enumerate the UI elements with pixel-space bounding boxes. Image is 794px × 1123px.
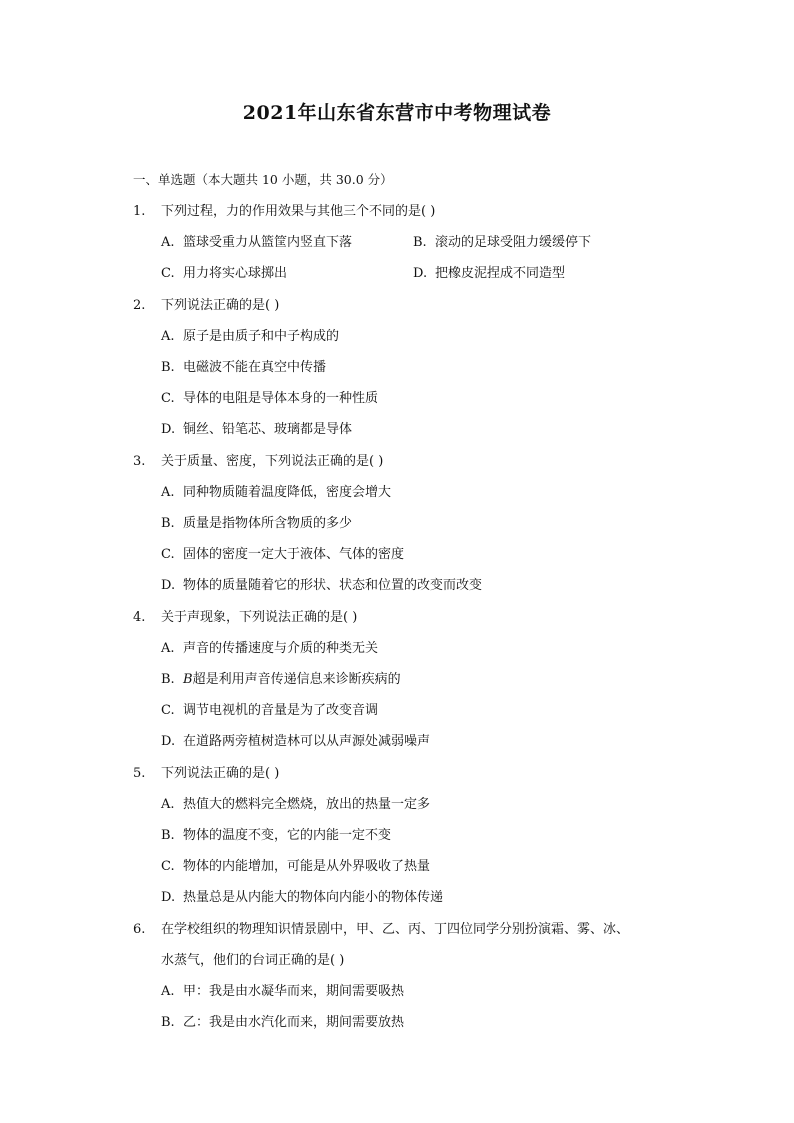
option-letter: D. xyxy=(161,734,176,749)
option-5b xyxy=(161,826,391,846)
option-letter: A. xyxy=(161,329,175,344)
question-stem: 下列说法正确的是( ) xyxy=(161,298,280,313)
option-letter: A. xyxy=(161,797,175,812)
question-number: 4. xyxy=(133,610,146,625)
option-2b xyxy=(161,358,326,378)
option-6b xyxy=(161,1013,404,1033)
option-letter: B. xyxy=(161,516,175,531)
option-2c xyxy=(161,389,378,409)
option-letter: C. xyxy=(161,391,175,406)
option-letter: D. xyxy=(161,578,176,593)
option-3c xyxy=(161,545,404,565)
question-stem: 在学校组织的物理知识情景剧中，甲、乙、丙、丁四位同学分别扮演霜、雾、冰、 xyxy=(161,922,630,937)
option-text: 物体的内能增加，可能是从外界吸收了热量 xyxy=(183,859,431,874)
option-1d xyxy=(413,264,565,284)
option-letter: B. xyxy=(161,828,175,843)
option-text: 篮球受重力从篮筐内竖直下落 xyxy=(183,235,353,250)
question-3 xyxy=(133,452,693,472)
question-5 xyxy=(133,764,693,784)
option-italic-prefix: B xyxy=(183,672,193,687)
question-stem: 关于质量、密度，下列说法正确的是( ) xyxy=(161,454,384,469)
option-letter: B. xyxy=(161,1015,175,1030)
question-stem: 下列说法正确的是( ) xyxy=(161,766,280,781)
question-number: 6. xyxy=(133,922,146,937)
option-letter: A. xyxy=(161,235,175,250)
option-text: 质量是指物体所含物质的多少 xyxy=(183,516,353,531)
question-4 xyxy=(133,608,693,628)
option-1b xyxy=(413,233,591,253)
option-letter: B. xyxy=(413,235,427,250)
option-text: 热量总是从内能大的物体向内能小的物体传递 xyxy=(183,890,444,905)
option-4d xyxy=(161,732,430,752)
option-4a xyxy=(161,639,378,659)
option-2a xyxy=(161,327,339,347)
option-text: 把橡皮泥捏成不同造型 xyxy=(435,266,566,281)
option-letter: A. xyxy=(161,485,175,500)
option-text: 导体的电阻是导体本身的一种性质 xyxy=(183,391,379,406)
option-text: 原子是由质子和中子构成的 xyxy=(183,329,340,344)
option-letter: C. xyxy=(161,859,175,874)
question-number: 1. xyxy=(133,204,146,219)
option-3d xyxy=(161,576,482,596)
option-text: 在道路两旁植树造林可以从声源处减弱噪声 xyxy=(183,734,431,749)
question-number: 3. xyxy=(133,454,146,469)
option-text: 同种物质随着温度降低，密度会增大 xyxy=(183,485,392,500)
question-number: 5. xyxy=(133,766,146,781)
question-stem: 关于声现象，下列说法正确的是( ) xyxy=(161,610,358,625)
option-text: 超是利用声音传递信息来诊断疾病的 xyxy=(192,672,401,687)
option-letter: A. xyxy=(161,984,175,999)
option-1a xyxy=(161,233,352,253)
question-1 xyxy=(133,202,693,222)
option-letter: D. xyxy=(161,422,176,437)
option-text: 热值大的燃料完全燃烧，放出的热量一定多 xyxy=(183,797,431,812)
option-2d xyxy=(161,420,352,440)
option-4c xyxy=(161,701,378,721)
option-letter: B. xyxy=(161,360,175,375)
option-text: 调节电视机的音量是为了改变音调 xyxy=(183,703,379,718)
option-5a xyxy=(161,795,430,815)
option-5d xyxy=(161,888,443,908)
question-stem: 下列过程，力的作用效果与其他三个不同的是( ) xyxy=(161,204,436,219)
option-text: 电磁波不能在真空中传播 xyxy=(183,360,327,375)
option-letter: B. xyxy=(161,672,175,687)
option-letter: C. xyxy=(161,547,175,562)
option-letter: D. xyxy=(161,890,176,905)
option-text: 乙：我是由水汽化而来，期间需要放热 xyxy=(183,1015,405,1030)
option-5c xyxy=(161,857,430,877)
option-1c xyxy=(161,264,287,284)
option-text: 物体的质量随着它的形状、状态和位置的改变而改变 xyxy=(183,578,483,593)
option-3a xyxy=(161,483,391,503)
option-4b xyxy=(161,670,401,690)
option-text: 铜丝、铅笔芯、玻璃都是导体 xyxy=(183,422,353,437)
option-letter: C. xyxy=(161,266,175,281)
question-number: 2. xyxy=(133,298,146,313)
option-3b xyxy=(161,514,352,534)
option-letter: A. xyxy=(161,641,175,656)
option-text: 声音的传播速度与介质的种类无关 xyxy=(183,641,379,656)
question-6-stem-continued: 水蒸气，他们的台词正确的是( ) xyxy=(161,953,345,968)
option-text: 用力将实心球掷出 xyxy=(183,266,288,281)
question-2 xyxy=(133,296,693,316)
option-text: 固体的密度一定大于液体、气体的密度 xyxy=(183,547,405,562)
option-6a xyxy=(161,982,404,1002)
exam-title: 2021年山东省东营市中考物理试卷 xyxy=(242,102,552,124)
question-6 xyxy=(133,920,693,940)
option-text: 滚动的足球受阻力缓缓停下 xyxy=(435,235,592,250)
option-text: 物体的温度不变，它的内能一定不变 xyxy=(183,828,392,843)
option-letter: C. xyxy=(161,703,175,718)
section-heading: 一、单选题（本大题共 10 小题，共 30.0 分） xyxy=(133,172,393,187)
option-letter: D. xyxy=(413,266,428,281)
option-text: 甲：我是由水凝华而来，期间需要吸热 xyxy=(183,984,405,999)
